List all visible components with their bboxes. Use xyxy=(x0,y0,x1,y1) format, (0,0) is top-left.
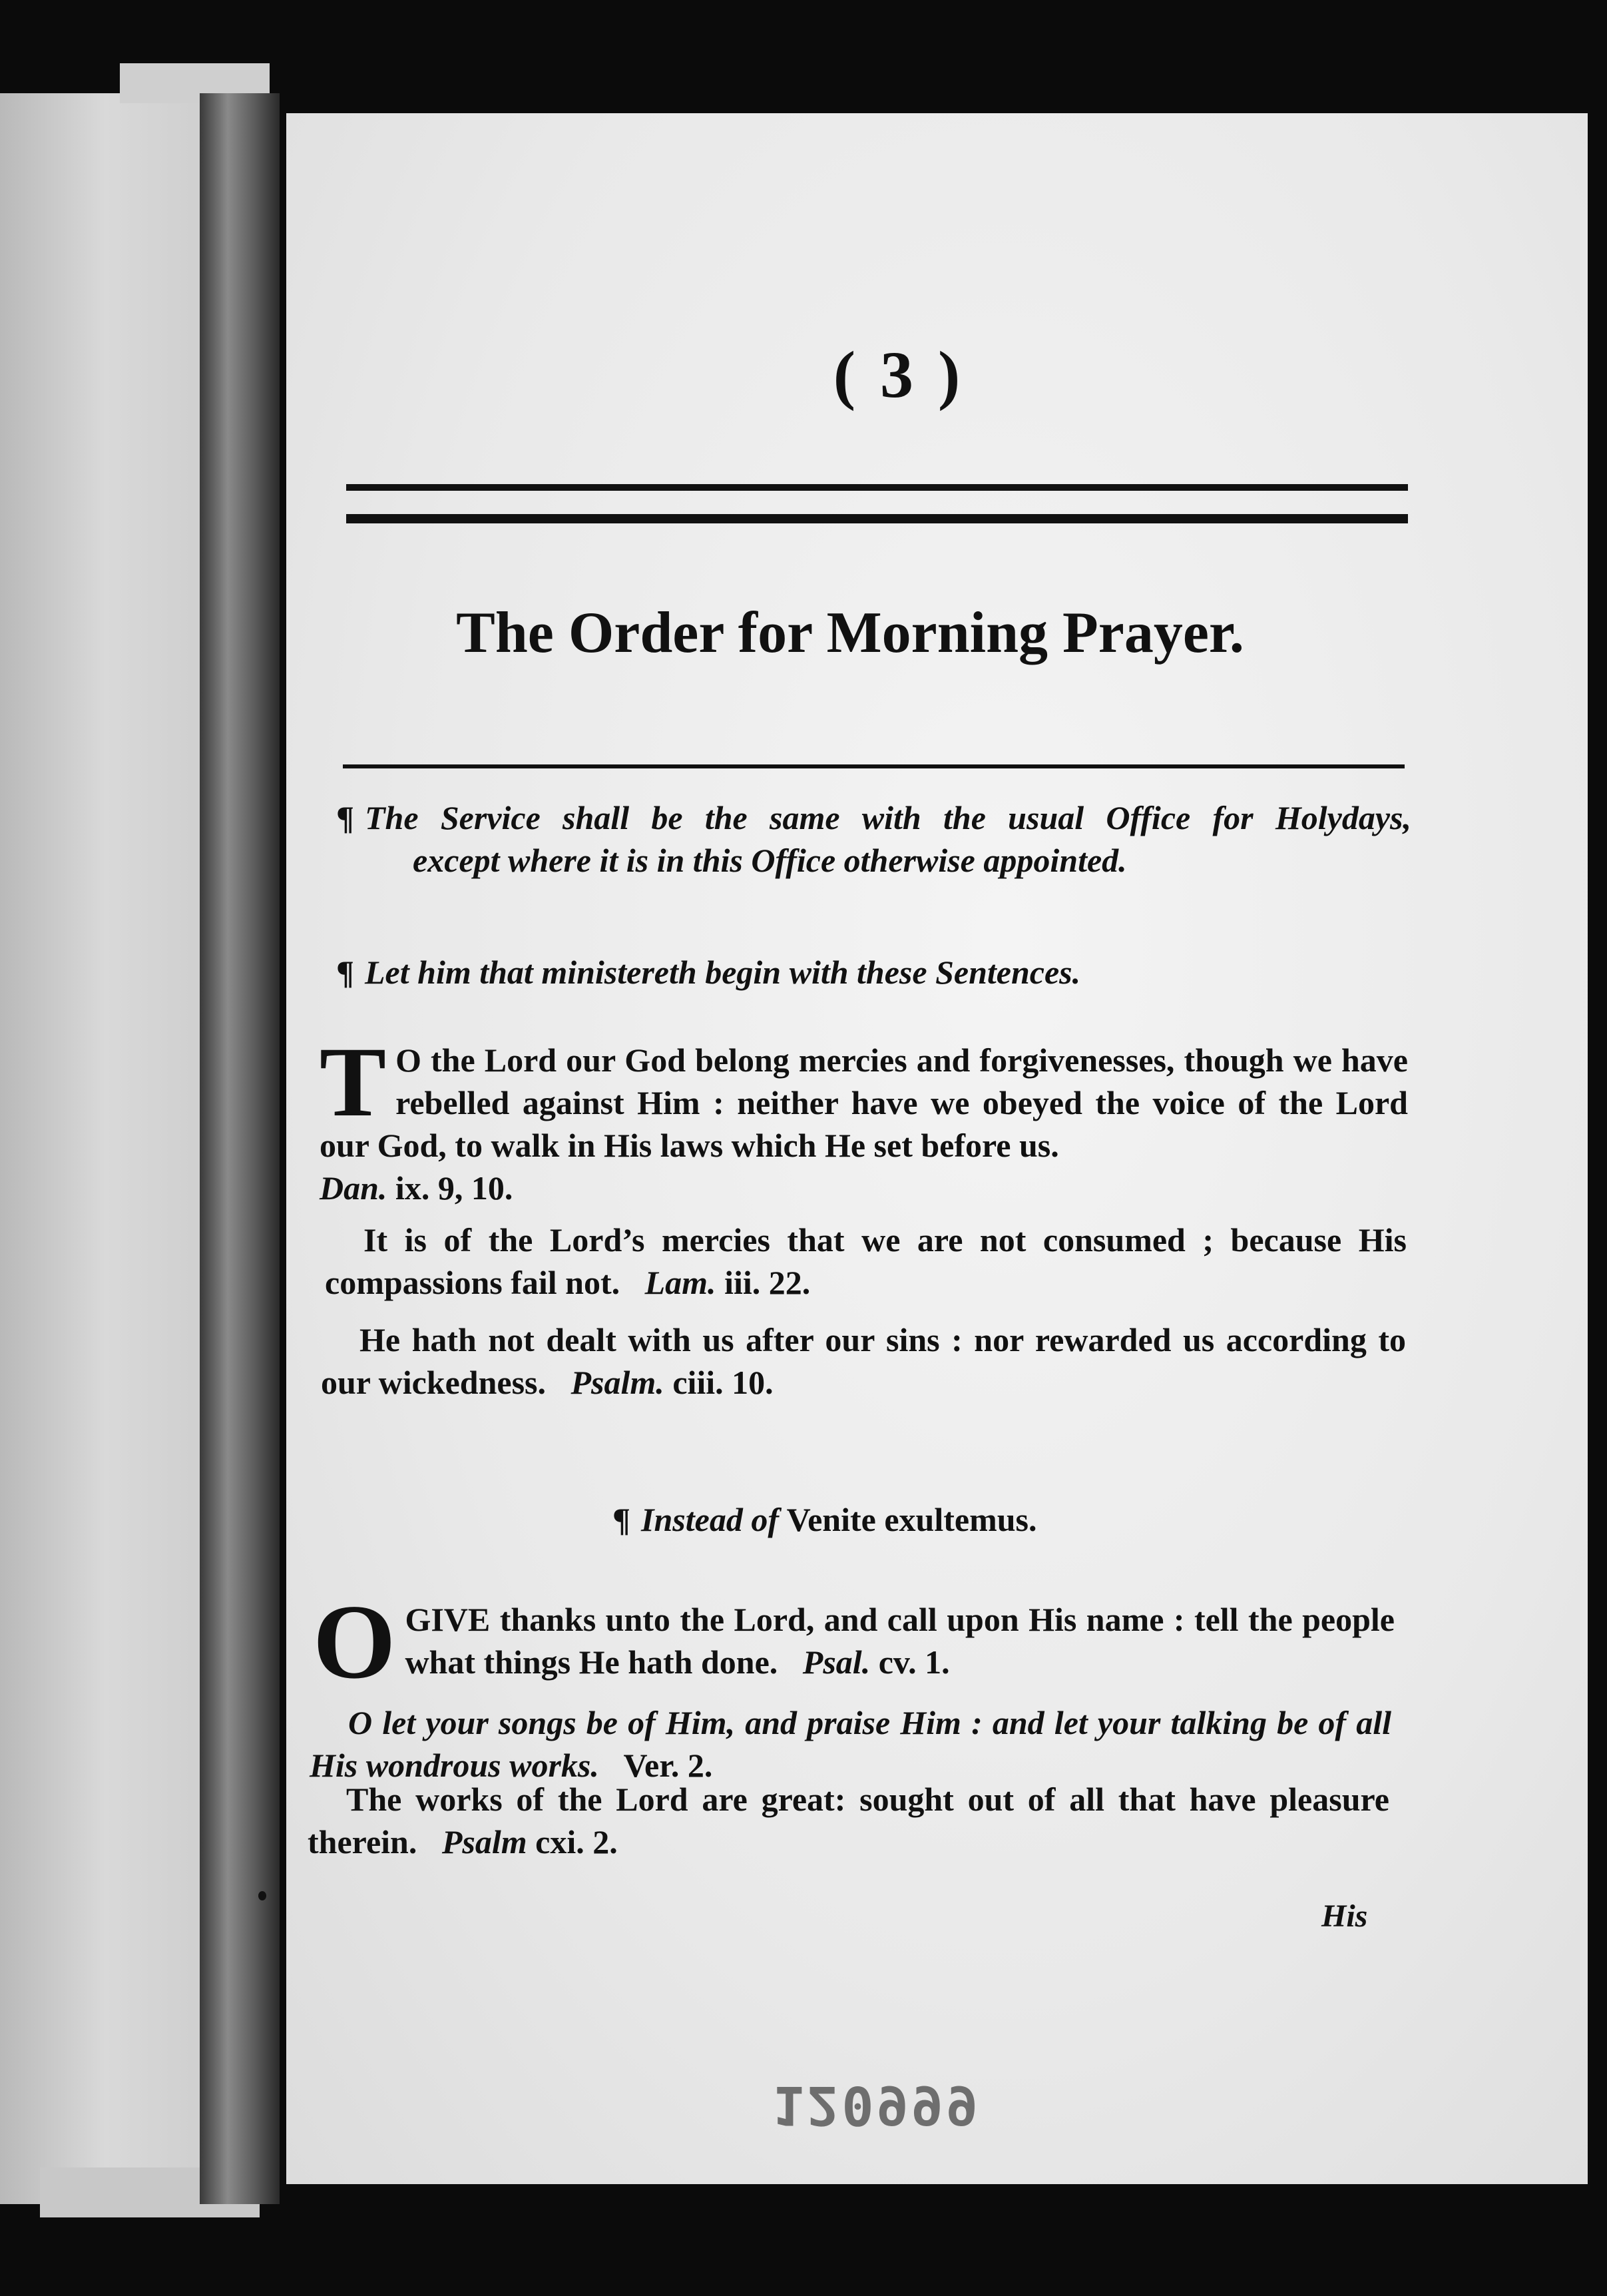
rubric-service xyxy=(336,796,1411,882)
drop-capital: T xyxy=(320,1027,387,1137)
canticle-verse-3 xyxy=(308,1778,1389,1863)
rubric-roman: Venite exultemus. xyxy=(786,1501,1037,1538)
sentence-lam xyxy=(325,1219,1407,1304)
rubric-venite xyxy=(612,1498,1212,1541)
accession-stamp: 120999 xyxy=(772,2074,981,2136)
drop-capital: O xyxy=(313,1582,396,1701)
canticle-verse-2 xyxy=(310,1701,1391,1787)
rubric-line: The Service shall be the same with the usual Office for Holydays, xyxy=(365,799,1411,836)
double-rule-top xyxy=(346,484,1408,491)
pilcrow-icon: ¶ xyxy=(336,799,355,836)
scripture-book: Lam. xyxy=(644,1264,716,1301)
title-rule xyxy=(343,764,1405,768)
canticle-text: GIVE thanks unto the Lord, and call upon His name : tell the people what things He hath done. xyxy=(405,1601,1395,1681)
double-rule-bottom xyxy=(346,514,1408,523)
rubric-sentences xyxy=(336,951,1411,994)
scripture-ref: cv. 1. xyxy=(878,1643,950,1681)
sentence-dan xyxy=(320,1027,1408,1209)
scripture-book: Dan. xyxy=(320,1169,387,1207)
catchword: His xyxy=(1321,1898,1368,1934)
canticle-verse-1 xyxy=(313,1582,1395,1701)
canticle-text: O let your songs be of Him, and praise Him : and let your talking be of all His wondrous works. xyxy=(310,1704,1391,1784)
page-title: The Order for Morning Prayer. xyxy=(456,601,1244,665)
sentence-text: O the Lord our God belong mercies and forgivenesses, though we have rebelled against Him : neither have we obeyed the voice of the Lord our God, to walk in His laws which He set before us. xyxy=(320,1041,1408,1164)
ink-spot xyxy=(258,1891,266,1900)
rubric-line: except where it is in this Office otherwise appointed. xyxy=(413,842,1127,879)
scripture-ref: ix. 9, 10. xyxy=(395,1169,513,1207)
rubric-text: Let him that ministereth begin with these Sentences. xyxy=(365,954,1081,991)
scripture-ref: iii. 22. xyxy=(724,1264,811,1301)
canticle-text: The works of the Lord are great: sought out of all that have pleasure therein. xyxy=(308,1781,1389,1861)
scripture-ref: ciii. 10. xyxy=(672,1364,774,1401)
scripture-book: Psal. xyxy=(802,1643,871,1681)
pilcrow-icon: ¶ xyxy=(336,954,355,991)
sentence-text: He hath not dealt with us after our sins : nor rewarded us according to our wickedness. xyxy=(321,1321,1406,1401)
scripture-book: Psalm. xyxy=(571,1364,664,1401)
rubric-italic: Instead of xyxy=(641,1501,779,1538)
book-spine xyxy=(200,93,280,2204)
scripture-ref: cxi. 2. xyxy=(535,1823,618,1861)
page-number: ( 3 ) xyxy=(833,338,965,412)
scripture-book: Psalm xyxy=(441,1823,527,1861)
sentence-psalm xyxy=(321,1318,1406,1404)
scripture-ref: Ver. 2. xyxy=(623,1747,713,1784)
pilcrow-icon: ¶ xyxy=(612,1501,631,1538)
sentence-text: It is of the Lord’s mercies that we are not consumed ; because His compassions fail not. xyxy=(325,1221,1407,1301)
